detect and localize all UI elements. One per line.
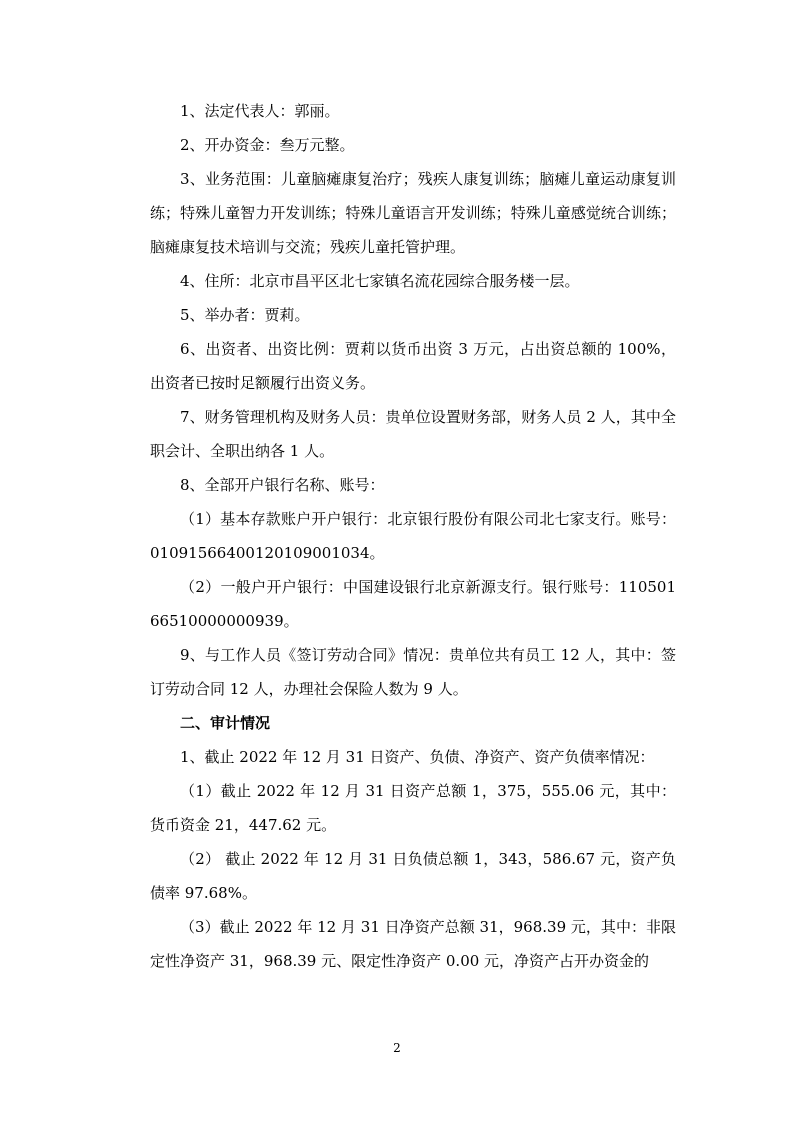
paragraph-investor: 6、出资者、出资比例：贾莉以货币出资 3 万元，占出资总额的 100%，出资者已按时足额履行出资义务。	[150, 340, 676, 392]
paragraph-legal-representative: 1、法定代表人：郭丽。	[180, 102, 340, 120]
page-number: 2	[393, 1041, 401, 1055]
paragraph-address: 4、住所：北京市昌平区北七家镇名流花园综合服务楼一层。	[180, 272, 580, 290]
paragraph-audit-intro: 1、截止 2022 年 12 月 31 日资产、负债、净资产、资产负债率情况：	[180, 748, 655, 766]
paragraph-business-scope: 3、业务范围：儿童脑瘫康复治疗；残疾人康复训练；脑瘫儿童运动康复训练；特殊儿童智力开发训练；特殊儿童语言开发训练；特殊儿童感觉统合训练；脑瘫康复技术培训与交流；残疾儿童托管护理。	[150, 170, 676, 256]
section-heading: 二、审计情况	[180, 714, 271, 732]
paragraph-total-liabilities: （2） 截止 2022 年 12 月 31 日负债总额 1，343，586.67 元，资产负债率 97.68%。	[150, 850, 676, 902]
paragraph-organizer: 5、举办者：贾莉。	[180, 306, 310, 324]
paragraph-bank-accounts: 8、全部开户银行名称、账号：	[180, 476, 385, 494]
document-body	[150, 94, 676, 978]
paragraph-net-assets: （3）截止 2022 年 12 月 31 日净资产总额 31，968.39 元，其中：非限定性净资产 31，968.39 元、限定性净资产 0.00 元，净资产占开办资金的	[150, 918, 676, 970]
paragraph-finance-staff: 7、财务管理机构及财务人员：贵单位设置财务部，财务人员 2 人，其中全职会计、全职出纳各 1 人。	[150, 408, 676, 460]
paragraph-general-account: （2）一般户开户银行：中国建设银行北京新源支行。银行账号：11050166510000000939。	[150, 578, 676, 630]
paragraph-basic-account: （1）基本存款账户开户银行：北京银行股份有限公司北七家支行。账号：01091566400120109001034。	[150, 510, 676, 562]
paragraph-total-assets: （1）截止 2022 年 12 月 31 日资产总额 1，375，555.06 元，其中：货币资金 21，447.62 元。	[150, 782, 676, 834]
paragraph-labor-contracts: 9、与工作人员《签订劳动合同》情况：贵单位共有员工 12 人，其中：签订劳动合同 12 人，办理社会保险人数为 9 人。	[150, 646, 676, 698]
paragraph-funding: 2、开办资金：叁万元整。	[180, 136, 355, 154]
